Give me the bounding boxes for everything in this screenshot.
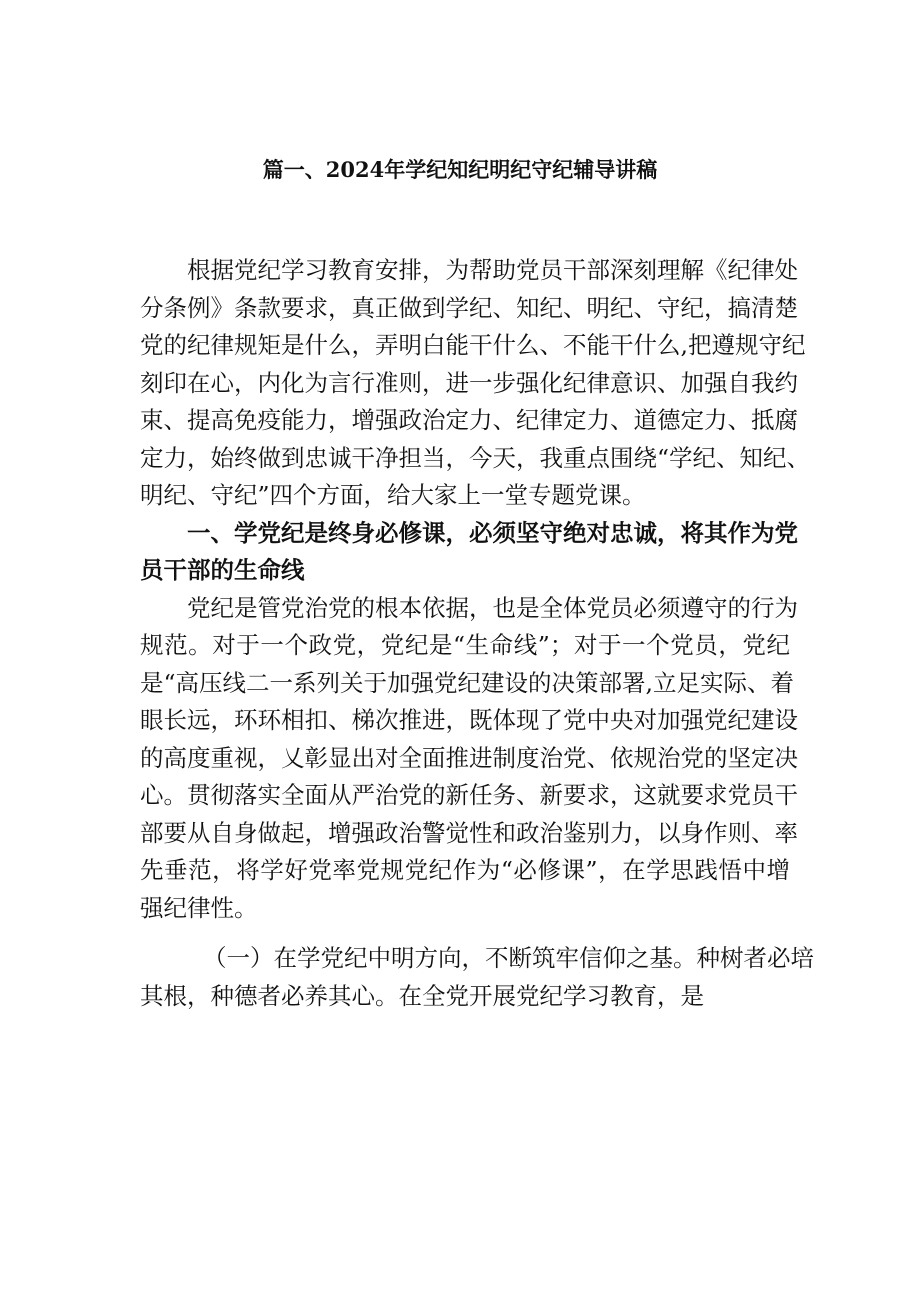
heading-line: 员干部的生命线 — [140, 556, 305, 584]
text-line: 的高度重视，乂彰显出对全面推进制度治党、依规治党的坚定决 — [140, 743, 798, 772]
text-line: 其根，种德者必养其心。在全党开展党纪学习教育，是 — [140, 981, 704, 1010]
text-line: 束、提高免疫能力，增强政治定力、纪律定力、道德定力、抵腐 — [140, 406, 798, 434]
text-line: 规范。对于一个政党，党纪是“生命线”；对于一个党员，党纪 — [140, 631, 790, 659]
text-line: 刻印在心，内化为言行准则，进一步强化纪律意识、加强自我约 — [140, 368, 798, 397]
text-line: （一）在学党纪中明方向，不断筑牢信仰之基。种树者必培 — [203, 944, 814, 972]
section-heading — [140, 515, 798, 590]
text-line: 党的纪律规矩是什么，弄明白能干什么、不能干什么,把遵规守纪 — [140, 331, 806, 359]
text-line: 分条例》条款要求，真正做到学纪、知纪、明纪、守纪，搞清楚 — [140, 293, 798, 322]
document-title: 篇一、2024年学纪知纪明纪守纪辅导讲稿 — [262, 157, 658, 182]
paragraph-body — [140, 590, 798, 928]
text-line: 是“高压线二一系列关于加强党纪建设的决策部署,立足实际、着 — [140, 668, 794, 697]
heading-line: 一、学党纪是终身必修课，必须坚守绝对忠诚，将其作为党 — [187, 518, 798, 547]
text-line: 心。贯彻落实全面从严治党的新任务、新要求，这就要求党员干 — [140, 781, 798, 809]
text-line: 党纪是管党治党的根本依据，也是全体党员必须遵守的行为 — [187, 593, 798, 622]
paragraph-subsection — [140, 940, 814, 1015]
text-line: 眼长远，环环相扣、梯次推进，既体现了党中央对加强党纪建设 — [140, 706, 798, 734]
text-line: 定力，始终做到忠诚干净担当，今天，我重点围绕“学纪、知纪、 — [140, 443, 811, 472]
text-line: 明纪、守纪”四个方面，给大家上一堂专题党课。 — [140, 481, 646, 509]
document-body — [140, 252, 814, 1015]
text-line: 部要从自身做起，增强政治警觉性和政治鉴别力，以身作则、率 — [140, 818, 798, 847]
text-line: 强纪律性。 — [140, 893, 258, 922]
paragraph-intro — [140, 252, 811, 515]
text-line: 先垂范，将学好党率党规党纪作为“必修课”，在学思践悟中增 — [140, 856, 790, 884]
text-line: 根据党纪学习教育安排，为帮助党员干部深刻理解《纪律处 — [187, 256, 798, 284]
paragraph-gap — [140, 927, 790, 940]
